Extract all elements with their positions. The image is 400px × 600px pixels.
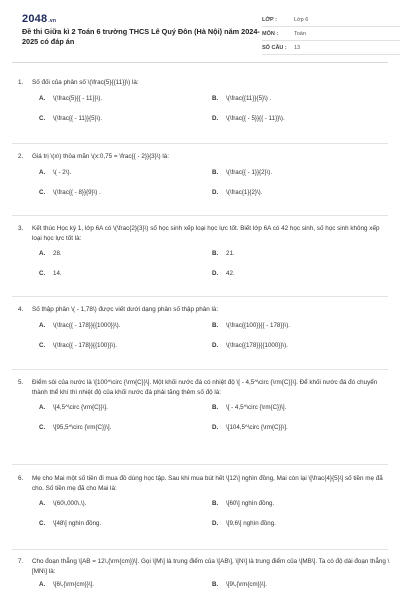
option-letter: A. [39,168,46,176]
option-text: \[9,6\] nghìn đồng. [226,520,276,527]
question-7 [18,557,390,592]
option-text: \( - 2\). [53,168,72,176]
meta-count [262,41,400,55]
meta-grade-value: Lớp 6 [294,16,309,23]
exam-meta [262,13,400,55]
option-text: \(60\,000\,\). [53,500,87,507]
question-number: 5. [18,379,24,386]
option-text: \(\frac{{ - 178}}{{1000}}\). [53,321,121,329]
option-letter: A. [39,94,46,102]
option-letter: C. [39,520,46,527]
option-letter: A. [39,250,46,257]
option-letter: B. [212,321,219,329]
document-header [12,0,388,63]
question-6 [18,474,390,541]
option-b[interactable] [212,580,267,589]
answer-options [32,580,390,592]
option-text: \(\frac{1}{2}\). [226,188,263,196]
option-b[interactable] [212,168,272,177]
option-letter: A. [39,500,46,507]
meta-subject [262,27,400,41]
question-2 [18,152,390,210]
question-number: 3. [18,225,24,232]
option-text: \(\frac{5}{{ - 11}}\). [53,94,103,102]
answer-options [32,499,390,541]
option-letter: C. [39,188,46,196]
question-divider [12,143,388,144]
answer-options [32,321,390,363]
question-text: Điểm sôi của nước là \[100^\circ {\rm{C}}\]. Một khối nước đá có nhiệt độ \[ - 4,5^\circ {\rm{C}}\]. Để khối nước đá đó chuyển thành thể khí thì nhiệt độ của khối nước đá phải tăng thêm số độ là: [32,379,378,396]
answer-options [32,249,390,291]
option-letter: B. [212,500,219,507]
option-d[interactable] [212,188,262,197]
option-letter: D. [212,424,219,431]
option-letter: D. [212,114,219,122]
question-number: 1. [18,79,24,86]
question-text: Cho đoạn thẳng \[AB = 12\,{\rm{cm}}\]. Gọi \[M\] là trung điểm của \[AB\], \[N\] là trung điểm của \[MB\]. Ta có độ dài đoạn thẳng \[MN\] là: [32,558,390,575]
option-c[interactable] [39,269,62,278]
option-a[interactable] [39,168,71,177]
answer-options [32,403,390,445]
option-text: \(\frac{{ - 1}}{2}\). [226,168,273,176]
question-3 [18,224,390,291]
option-text: \[9\,{\rm{cm}}\]. [226,581,267,588]
question-4 [18,305,390,363]
option-c[interactable] [39,114,102,123]
question-divider [12,369,388,370]
option-letter: A. [39,581,46,588]
question-divider [12,296,388,297]
meta-count-value: 13 [294,44,301,51]
option-letter: D. [212,341,219,349]
exam-title: Đề thi Giữa kì 2 Toán 6 trường THCS Lê Quý Đôn (Hà Nội) năm 2024-2025 có đáp án [22,27,260,46]
question-text: Số đối của phân số \(\frac{5}{{11}}\) là: [32,79,139,86]
option-c[interactable] [39,423,111,432]
option-text: \(\frac{{100}}{{ - 178}}\). [226,321,290,329]
option-text: \[95,5^\circ {\rm{C}}\]. [53,424,112,431]
option-letter: C. [39,341,46,349]
option-b[interactable] [212,499,274,508]
question-5 [18,378,390,445]
option-letter: C. [39,114,46,122]
site-logo[interactable] [22,13,56,25]
option-a[interactable] [39,94,102,103]
option-d[interactable] [212,114,285,123]
answer-options [32,168,390,210]
question-text: Số thập phân \( - 1,78\) được viết dưới dạng phân số thập phân là: [32,306,219,313]
option-c[interactable] [39,341,117,350]
option-letter: B. [212,250,219,257]
option-letter: C. [39,270,46,277]
question-1 [18,78,390,136]
option-letter: A. [39,321,46,329]
option-text: \[4,5^\circ {\rm{C}}\]. [53,404,108,411]
option-text: 21. [226,250,235,257]
option-a[interactable] [39,321,120,330]
question-number: 6. [18,475,24,482]
question-divider [12,549,388,550]
option-letter: D. [212,520,219,527]
option-text: \(\frac{{ - 178}}{{100}}\). [53,341,117,349]
meta-subject-value: Toán [294,30,306,37]
option-a[interactable] [39,249,62,258]
option-d[interactable] [212,423,288,432]
question-divider [12,215,388,216]
option-d[interactable] [212,341,288,350]
option-text: \[48\] nghìn đồng. [53,520,102,527]
option-letter: B. [212,404,219,411]
option-text: \[104,5^\circ {\rm{C}}\]. [226,424,288,431]
option-text: \[60\] nghìn đồng. [226,500,275,507]
option-text: 42. [226,270,235,277]
option-letter: B. [212,94,219,102]
option-text: \[ - 4,5^\circ {\rm{C}}\]. [226,404,287,411]
option-text: \(\frac{{ - 8}}{9}\) . [53,188,101,196]
answer-options [32,94,390,136]
logo-main: 2048 [22,13,48,25]
logo-suffix: .vn [48,18,57,24]
option-letter: B. [212,168,219,176]
option-c[interactable] [39,519,101,528]
question-number: 4. [18,306,24,313]
option-c[interactable] [39,188,101,197]
question-text: Kết thúc Học kỳ 1, lớp 6A có \(\frac{2}{3}\) số học sinh xếp loại học lực tốt. Biết lớp 6A có 42 học sinh, số học sinh không xếp loại học lực tốt là: [32,225,380,242]
option-letter: A. [39,404,46,411]
option-text: \[6\,{\rm{cm}}\]. [53,581,94,588]
option-text: \(\frac{{ - 11}}{5}\). [53,114,103,122]
option-letter: D. [212,188,219,196]
question-divider [12,464,388,465]
meta-subject-key: MÔN : [262,30,279,37]
option-b[interactable] [212,94,271,103]
question-number: 2. [18,153,24,160]
question-text: Mẹ cho Mai một số tiền đi mua đồ dùng học tập. Sau khi mua bút hết \[12\] nghìn đồng, Mai còn lại \[\frac{4}{5}\] số tiền mẹ đã cho. Số tiền mẹ đã cho Mai là: [32,475,383,492]
meta-grade-key: LỚP : [262,16,277,23]
option-a[interactable] [39,403,108,412]
option-a[interactable] [39,499,86,508]
meta-count-key: SỐ CÂU : [262,44,287,51]
option-d[interactable] [212,519,276,528]
question-number: 7. [18,558,24,565]
option-text: \(\frac{{ - 5}}{{ - 11}}\). [226,114,285,122]
option-b[interactable] [212,321,290,330]
option-b[interactable] [212,403,286,412]
option-d[interactable] [212,269,235,278]
option-text: \(\frac{{178}}{{1000}}\). [226,341,288,349]
meta-grade [262,13,400,27]
option-a[interactable] [39,580,94,589]
option-letter: D. [212,270,219,277]
option-b[interactable] [212,249,235,258]
option-text: \(\frac{{11}}{5}\) . [226,94,272,102]
option-text: 14. [53,270,62,277]
question-text: Giá trị \(x\) thỏa mãn \(x:0,75 = \frac{{ - 2}}{3}\) là: [32,153,170,160]
option-letter: B. [212,581,219,588]
option-text: 28. [53,250,62,257]
option-letter: C. [39,424,46,431]
